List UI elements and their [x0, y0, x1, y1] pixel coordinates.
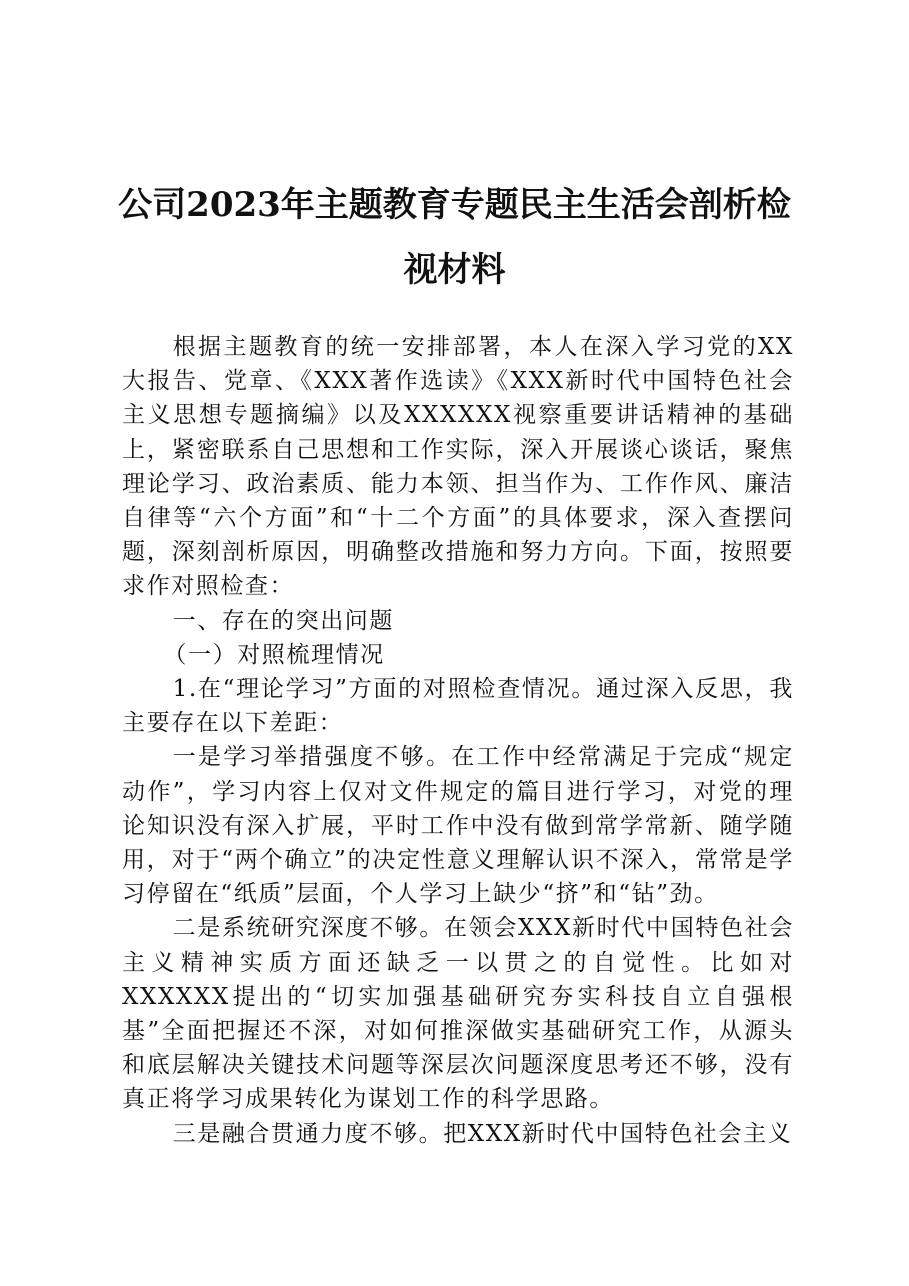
- document-body: [122, 330, 794, 1151]
- section-heading: 一、存在的突出问题: [172, 607, 394, 634]
- paragraph-item-1: 1.在“理论学习”方面的对照检查情况。通过深入反思，我主要存在以下差距：: [122, 676, 794, 737]
- paragraph-intro: 根据主题教育的统一安排部署，本人在深入学习党的XX大报告、党章、《XXX著作选读》《XXX新时代中国特色社会主义思想专题摘编》以及XXXXXX视察重要讲话精神的基础上，紧密联系自己思想和工作实际，深入开展谈心谈话，聚焦理论学习、政治素质、能力本领、担当作为、工作作风、廉洁自律等“六个方面”和“十二个方面”的具体要求，深入查摆问题，深刻剖析原因，明确整改措施和努力方向。下面，按照要求作对照检查：: [122, 334, 794, 600]
- paragraph-point-1: 一是学习举措强度不够。在工作中经常满足于完成“规定动作”，学习内容上仅对文件规定的篇目进行学习，对党的理论知识没有深入扩展，平时工作中没有做到常学常新、随学随用，对于“两个确立”的决定性意义理解认识不深入，常常是学习停留在“纸质”层面，个人学习上缺少“挤”和“钻”劲。: [122, 744, 794, 908]
- subsection-heading: （一）对照梳理情况: [163, 641, 385, 668]
- document-title-line-1: 公司2023年主题教育专题民主生活会剖析检: [118, 185, 791, 225]
- paragraph-point-2: 二是系统研究深度不够。在领会XXX新时代中国特色社会主义精神实质方面还缺乏一以贯之的自觉性。比如对XXXXXX提出的“切实加强基础研究夯实科技自立自强根基”全面把握还不深，对如何推深做实基础研究工作，从源头和底层解决关键技术问题等深层次问题深度思考还不够，没有真正将学习成果转化为谋划工作的科学思路。: [122, 915, 794, 1113]
- paragraph-point-3: 三是融合贯通力度不够。把XXX新时代中国特色社会主义: [172, 1120, 793, 1147]
- document-title-line-2: 视材料: [403, 250, 506, 290]
